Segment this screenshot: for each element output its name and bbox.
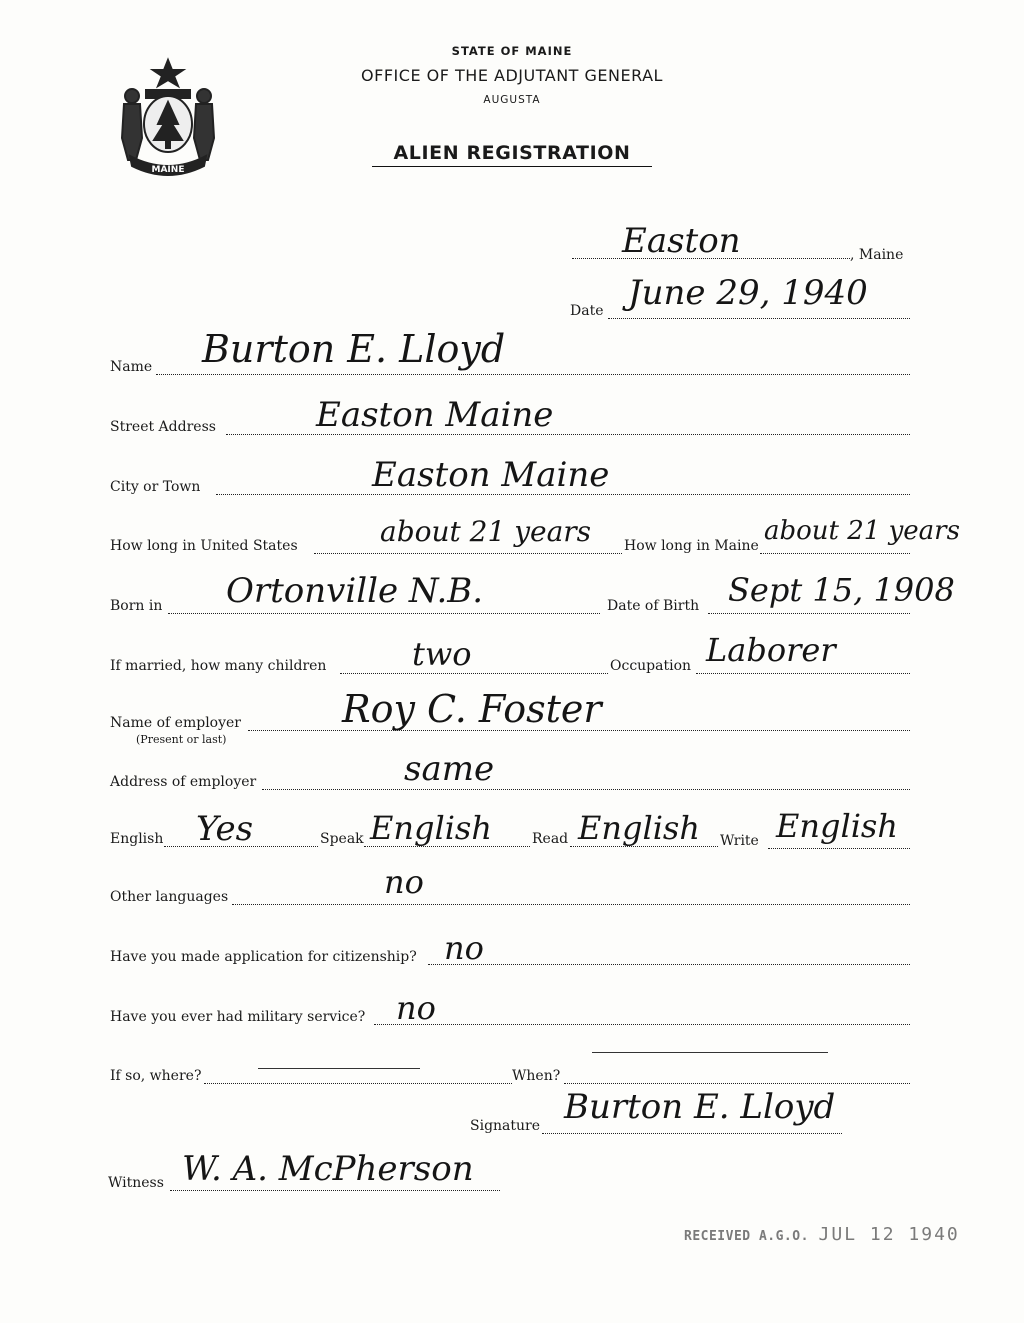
occupation-line: [696, 673, 910, 674]
other-languages-label: Other languages: [110, 889, 229, 905]
when-label: When?: [512, 1068, 561, 1084]
other-languages-line: [232, 904, 910, 905]
write-label: Write: [720, 833, 759, 849]
employer-address-line: [262, 789, 910, 790]
read-value: English: [578, 809, 700, 847]
name-label: Name: [110, 359, 153, 375]
children-line: [340, 673, 608, 674]
when-line: [564, 1083, 910, 1084]
signature-value: Burton E. Lloyd: [564, 1087, 836, 1127]
us-years-value: about 21 years: [380, 515, 592, 548]
state-seal-icon: [112, 52, 224, 180]
received-stamp-label: RECEIVED A.G.O.: [684, 1229, 809, 1244]
maine-years-value: about 21 years: [764, 516, 960, 546]
svg-text:MAINE: MAINE: [151, 165, 185, 175]
born-line: [168, 613, 600, 614]
children-label: If married, how many children: [110, 658, 327, 674]
read-label: Read: [532, 831, 569, 847]
english-value: Yes: [196, 809, 254, 849]
citizenship-label: Have you made application for citizenship?: [110, 949, 417, 965]
street-value: Easton Maine: [316, 395, 554, 435]
write-value: English: [776, 807, 898, 845]
employer-value: Roy C. Foster: [342, 687, 602, 731]
speak-value: English: [370, 809, 492, 847]
place-value: Easton: [622, 221, 741, 261]
other-languages-value: no: [384, 863, 424, 901]
form-title: ALIEN REGISTRATION: [372, 142, 652, 167]
where-dash-mark: [258, 1068, 420, 1069]
city-label: City or Town: [110, 479, 201, 495]
witness-value: W. A. McPherson: [182, 1149, 474, 1189]
occupation-value: Laborer: [706, 631, 836, 669]
date-line: [608, 318, 910, 319]
born-value: Ortonville N.B.: [226, 571, 484, 611]
city-value: Easton Maine: [372, 455, 610, 495]
name-value: Burton E. Lloyd: [202, 327, 506, 371]
witness-label: Witness: [108, 1175, 164, 1191]
occupation-label: Occupation: [610, 658, 692, 674]
citizenship-line: [428, 964, 910, 965]
employer-sublabel: (Present or last): [136, 733, 227, 746]
employer-address-value: same: [404, 749, 495, 789]
place-suffix: , Maine: [850, 247, 904, 263]
witness-line: [170, 1190, 500, 1191]
children-value: two: [412, 635, 472, 673]
employer-address-label: Address of employer: [110, 774, 257, 790]
dob-line: [708, 613, 910, 614]
military-label: Have you ever had military service?: [110, 1009, 366, 1025]
dob-value: Sept 15, 1908: [728, 571, 955, 609]
where-line: [204, 1083, 512, 1084]
street-label: Street Address: [110, 419, 216, 435]
citizenship-value: no: [444, 929, 484, 967]
received-stamp-date: JUL 12 1940: [818, 1224, 960, 1245]
signature-label: Signature: [470, 1118, 541, 1134]
office-heading: OFFICE OF THE ADJUTANT GENERAL: [361, 66, 663, 85]
date-value: June 29, 1940: [628, 273, 868, 313]
when-dash-mark: [592, 1052, 828, 1053]
military-line: [374, 1024, 910, 1025]
us-years-line: [314, 553, 622, 554]
signature-line: [542, 1133, 842, 1134]
english-label: English: [110, 831, 164, 847]
maine-years-line: [760, 553, 910, 554]
maine-years-label: How long in Maine: [624, 538, 759, 554]
date-label: Date: [570, 303, 604, 319]
name-line: [156, 374, 910, 375]
city-heading: AUGUSTA: [483, 94, 541, 106]
us-years-label: How long in United States: [110, 538, 298, 554]
speak-label: Speak: [320, 831, 364, 847]
received-stamp: [684, 1224, 960, 1245]
write-line: [768, 848, 910, 849]
employer-label: Name of employer: [110, 715, 241, 731]
born-label: Born in: [110, 598, 163, 614]
state-heading: STATE OF MAINE: [451, 44, 573, 58]
where-label: If so, where?: [110, 1068, 202, 1084]
dob-label: Date of Birth: [607, 598, 700, 614]
military-value: no: [396, 989, 436, 1027]
